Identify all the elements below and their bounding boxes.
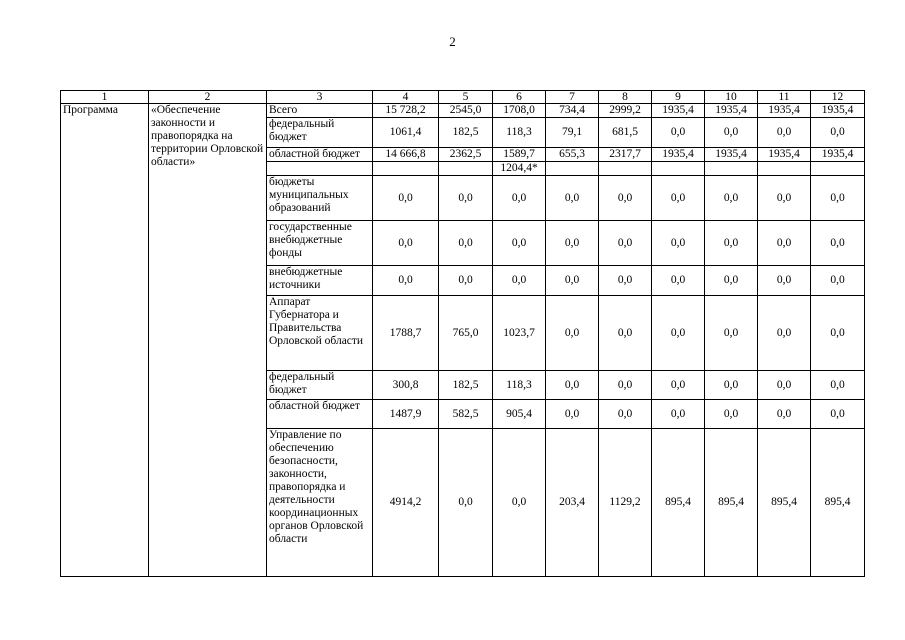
value-cell: 0,0 <box>811 176 865 221</box>
value-cell: 0,0 <box>546 221 599 266</box>
value-cell: 0,0 <box>599 266 652 296</box>
value-cell: 1788,7 <box>373 296 439 371</box>
value-cell: 905,4 <box>493 400 546 429</box>
value-cell <box>705 162 758 176</box>
value-cell: 0,0 <box>705 118 758 148</box>
value-cell: 0,0 <box>546 296 599 371</box>
value-cell: 14 666,8 <box>373 148 439 162</box>
value-cell: 0,0 <box>652 118 705 148</box>
value-cell: 895,4 <box>811 429 865 577</box>
header-row <box>61 91 865 104</box>
value-cell: 0,0 <box>599 296 652 371</box>
column-header: 12 <box>811 91 865 104</box>
value-cell: 0,0 <box>811 266 865 296</box>
value-cell: 0,0 <box>811 296 865 371</box>
value-cell: 0,0 <box>705 221 758 266</box>
value-cell: 1589,7 <box>493 148 546 162</box>
value-cell <box>599 162 652 176</box>
value-cell: 655,3 <box>546 148 599 162</box>
value-cell: 300,8 <box>373 371 439 400</box>
value-cell: 0,0 <box>652 371 705 400</box>
value-cell: 0,0 <box>705 371 758 400</box>
value-cell: 1935,4 <box>705 104 758 118</box>
value-cell: 0,0 <box>652 176 705 221</box>
value-cell: 2362,5 <box>439 148 493 162</box>
funding-source-cell: Аппарат Губернатора и Правительства Орловской области <box>267 296 373 371</box>
budget-table <box>60 90 865 577</box>
value-cell: 0,0 <box>811 118 865 148</box>
value-cell: 0,0 <box>373 266 439 296</box>
funding-source-cell <box>267 162 373 176</box>
value-cell: 0,0 <box>493 429 546 577</box>
value-cell: 0,0 <box>758 296 811 371</box>
value-cell: 182,5 <box>439 371 493 400</box>
value-cell: 895,4 <box>652 429 705 577</box>
value-cell <box>439 162 493 176</box>
value-cell: 895,4 <box>758 429 811 577</box>
value-cell: 0,0 <box>811 400 865 429</box>
funding-source-cell: государственные внебюджетные фонды <box>267 221 373 266</box>
funding-source-cell: бюджеты муниципальных образований <box>267 176 373 221</box>
value-cell: 0,0 <box>439 429 493 577</box>
value-cell: 1935,4 <box>652 104 705 118</box>
value-cell: 203,4 <box>546 429 599 577</box>
value-cell: 681,5 <box>599 118 652 148</box>
column-header: 2 <box>149 91 267 104</box>
value-cell: 182,5 <box>439 118 493 148</box>
column-header: 9 <box>652 91 705 104</box>
value-cell: 0,0 <box>811 221 865 266</box>
value-cell: 0,0 <box>373 176 439 221</box>
value-cell: 0,0 <box>493 266 546 296</box>
value-cell: 582,5 <box>439 400 493 429</box>
value-cell: 0,0 <box>652 221 705 266</box>
value-cell: 0,0 <box>439 221 493 266</box>
value-cell: 0,0 <box>811 371 865 400</box>
value-cell: 0,0 <box>652 296 705 371</box>
value-cell: 0,0 <box>546 400 599 429</box>
column-header: 8 <box>599 91 652 104</box>
value-cell <box>546 162 599 176</box>
funding-source-cell: федеральный бюджет <box>267 118 373 148</box>
value-cell: 2545,0 <box>439 104 493 118</box>
value-cell: 0,0 <box>652 400 705 429</box>
value-cell: 0,0 <box>758 118 811 148</box>
value-cell: 0,0 <box>758 400 811 429</box>
value-cell: 1935,4 <box>652 148 705 162</box>
value-cell: 1935,4 <box>705 148 758 162</box>
value-cell: 0,0 <box>599 371 652 400</box>
value-cell <box>652 162 705 176</box>
value-cell <box>758 162 811 176</box>
value-cell: 0,0 <box>493 176 546 221</box>
value-cell: 118,3 <box>493 118 546 148</box>
value-cell: 734,4 <box>546 104 599 118</box>
value-cell <box>811 162 865 176</box>
value-cell: 0,0 <box>373 221 439 266</box>
value-cell: 1708,0 <box>493 104 546 118</box>
value-cell: 118,3 <box>493 371 546 400</box>
value-cell: 0,0 <box>705 266 758 296</box>
column-header: 3 <box>267 91 373 104</box>
value-cell: 0,0 <box>705 296 758 371</box>
value-cell: 2317,7 <box>599 148 652 162</box>
column-header: 10 <box>705 91 758 104</box>
value-cell: 0,0 <box>439 266 493 296</box>
value-cell: 0,0 <box>758 371 811 400</box>
value-cell: 0,0 <box>599 176 652 221</box>
value-cell: 1487,9 <box>373 400 439 429</box>
value-cell: 1061,4 <box>373 118 439 148</box>
column-header: 1 <box>61 91 149 104</box>
value-cell: 0,0 <box>546 176 599 221</box>
column-header: 5 <box>439 91 493 104</box>
value-cell: 2999,2 <box>599 104 652 118</box>
funding-source-cell: областной бюджет <box>267 148 373 162</box>
value-cell: 1023,7 <box>493 296 546 371</box>
value-cell: 765,0 <box>439 296 493 371</box>
value-cell: 0,0 <box>705 400 758 429</box>
value-cell: 1935,4 <box>758 148 811 162</box>
value-cell <box>373 162 439 176</box>
value-cell: 895,4 <box>705 429 758 577</box>
page-number: 2 <box>449 34 456 49</box>
value-cell: 1935,4 <box>811 148 865 162</box>
value-cell: 79,1 <box>546 118 599 148</box>
value-cell: 0,0 <box>758 221 811 266</box>
column-header: 11 <box>758 91 811 104</box>
value-cell: 0,0 <box>493 221 546 266</box>
value-cell: 0,0 <box>599 221 652 266</box>
value-cell: 0,0 <box>599 400 652 429</box>
funding-source-cell: Управление по обеспечению безопасности, законности, правопорядка и деятельности координационных органов Орловской области <box>267 429 373 577</box>
funding-source-cell: федеральный бюджет <box>267 371 373 400</box>
value-cell: 1935,4 <box>758 104 811 118</box>
value-cell: 15 728,2 <box>373 104 439 118</box>
value-cell: 1204,4* <box>493 162 546 176</box>
funding-source-cell: Всего <box>267 104 373 118</box>
value-cell: 0,0 <box>546 266 599 296</box>
value-cell: 0,0 <box>758 266 811 296</box>
value-cell: 0,0 <box>546 371 599 400</box>
program-type-cell: Программа <box>61 104 149 577</box>
column-header: 7 <box>546 91 599 104</box>
funding-source-cell: областной бюджет <box>267 400 373 429</box>
value-cell: 0,0 <box>705 176 758 221</box>
column-header: 6 <box>493 91 546 104</box>
funding-source-cell: внебюджетные источники <box>267 266 373 296</box>
value-cell: 1129,2 <box>599 429 652 577</box>
value-cell: 1935,4 <box>811 104 865 118</box>
value-cell: 0,0 <box>758 176 811 221</box>
table-row <box>61 104 865 118</box>
program-title-cell: «Обеспечение законности и правопорядка на территории Орловской области» <box>149 104 267 577</box>
value-cell: 0,0 <box>439 176 493 221</box>
column-header: 4 <box>373 91 439 104</box>
value-cell: 4914,2 <box>373 429 439 577</box>
value-cell: 0,0 <box>652 266 705 296</box>
